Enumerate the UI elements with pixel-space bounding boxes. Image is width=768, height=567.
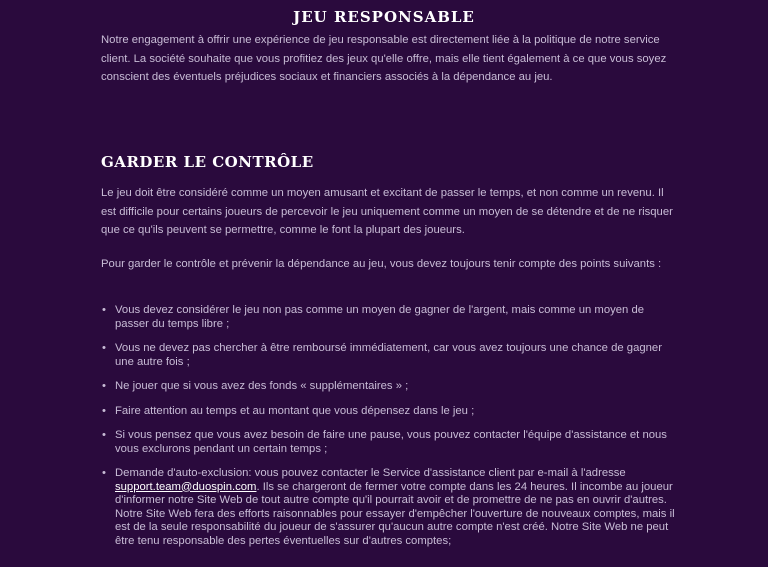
intro-paragraph: Notre engagement à offrir une expérience de jeu responsable est directement liée à la politique de notre service client. La société souhaite que vous profitiez des jeux qu'elle offre, mais elle tient également à ce que vous soyez conscient des éventuels préjudices sociaux et financiers associés à la dépendance au jeu. bbox=[101, 34, 667, 83]
list-item: • Faire attention au temps et au montant que vous dépensez dans le jeu ; bbox=[101, 405, 681, 419]
list-item: • Vous ne devez pas chercher à être remboursé immédiatement, car vous avez toujours une chance de gagner une autre fois ; bbox=[101, 342, 681, 369]
self-exclusion-text-before: Demande d'auto-exclusion: vous pouvez contacter le Service d'assistance client par e-mail à l'adresse bbox=[115, 467, 626, 479]
section-paragraph-1: Le jeu doit être considéré comme un moyen amusant et excitant de passer le temps, et non comme un revenu. Il est difficile pour certains joueurs de percevoir le jeu uniquement comme un moyen de se détendre et de ne risquer que ce qu'ils peuvent se permettre, comme le font la plupart des joueurs. bbox=[101, 187, 673, 236]
list-item: • Vous devez considérer le jeu non pas comme un moyen de gagner de l'argent, mais comme un moyen de passer du temps libre ; bbox=[101, 304, 681, 331]
support-email-link[interactable]: support.team@duospin.com bbox=[115, 480, 257, 493]
page-title: JEU RESPONSABLE bbox=[293, 8, 475, 26]
list-item: • Ne jouer que si vous avez des fonds « supplémentaires » ; bbox=[101, 380, 681, 394]
section-paragraph-2: Pour garder le contrôle et prévenir la dépendance au jeu, vous devez toujours tenir compte des points suivants : bbox=[101, 258, 662, 270]
list-item: • Si vous pensez que vous avez besoin de faire une pause, vous pouvez contacter l'équipe d'assistance et nous vous exclurons pendant un certain temps ; bbox=[101, 429, 681, 456]
self-exclusion-text-after: . Ils se chargeront de fermer votre compte dans les 24 heures. Il incombe au joueur d'informer notre Site Web de tout autre compte qu'il pourrait avoir et de promettre de ne pas en ouvrir d'autres. Notre Site Web fera des efforts raisonnables pour essayer d'empêcher l'ouverture de nouveaux comptes, mais il est de la seule responsabilité du joueur de s'assurer qu'aucun autre compte n'est créé. Notre Site Web ne peut être tenu responsable des pertes éventuelles sur d'autres comptes; bbox=[115, 480, 675, 547]
section-heading: GARDER LE CONTRÔLE bbox=[101, 153, 314, 171]
rules-list bbox=[101, 304, 681, 559]
list-item-self-exclusion bbox=[101, 467, 681, 548]
